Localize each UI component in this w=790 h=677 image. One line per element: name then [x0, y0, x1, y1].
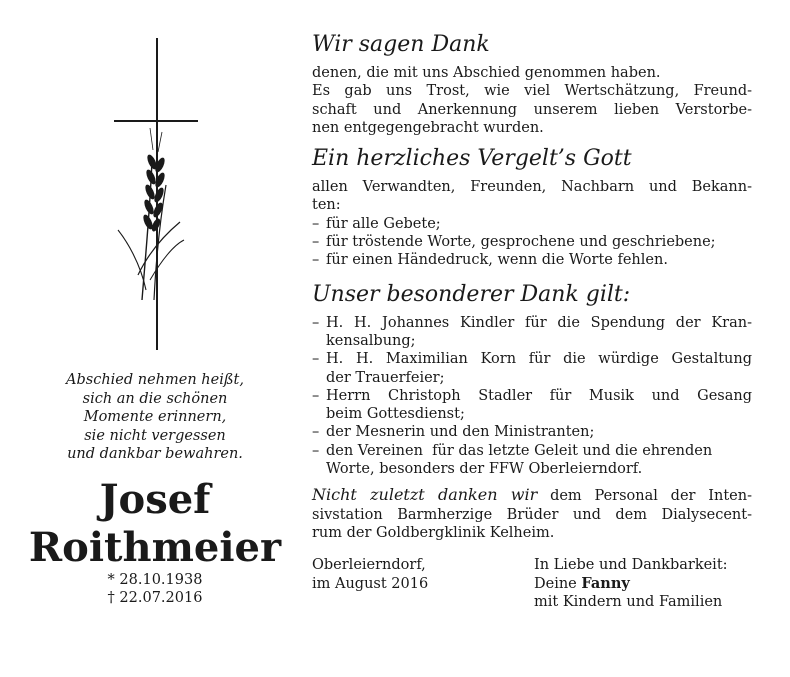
signature-block	[312, 556, 752, 611]
paragraph-line: denen, die mit uns Abschied genommen haben.	[312, 65, 661, 81]
family: mit Kindern und Familien	[534, 593, 723, 610]
signer: Deine Fanny	[534, 574, 630, 592]
date: im August 2016	[312, 575, 429, 592]
paragraph-line: nen entgegengebracht wurden.	[312, 119, 544, 136]
cross-with-wheat-icon	[0, 0, 310, 360]
motto-line: Abschied nehmen heißt,	[66, 372, 244, 388]
dash-marker: –	[312, 314, 320, 331]
place-and-date	[312, 556, 428, 611]
deceased-name	[20, 476, 290, 572]
left-column	[0, 0, 310, 677]
farewell-motto	[20, 371, 290, 464]
dash-marker: –	[312, 215, 320, 232]
birth-date: * 28.10.1938	[107, 572, 203, 588]
signed-by	[534, 556, 752, 611]
paragraph-line: schaft und Anerkennung unserem lieben Verstorbe-	[312, 101, 752, 118]
intro-line: ten:	[312, 197, 341, 214]
list-item: – für einen Händedruck, wenn die Worte fehlen.	[312, 252, 668, 269]
paragraph-line: Es gab uns Trost, wie viel Wertschätzung, Freund-	[312, 83, 752, 100]
dash-marker: –	[312, 351, 320, 368]
greeting: In Liebe und Dankbarkeit:	[534, 557, 728, 574]
list-item: – der Mesnerin und den Ministranten;	[312, 424, 595, 441]
heading-special-thanks: Unser besonderer Dank gilt:	[312, 281, 631, 307]
list-item: – den Vereinen für das letzte Geleit und die ehrenden Worte, besonders der FFW Oberleierndorf.	[312, 442, 713, 478]
life-dates	[20, 571, 290, 607]
dash-marker: –	[312, 442, 320, 459]
motto-line: sich an die schönen	[82, 390, 228, 407]
paragraph-line: Nicht zuletzt danken wir dem Personal der Inten-	[312, 485, 752, 505]
thank-you-text	[312, 32, 752, 611]
first-name: Josef	[99, 476, 211, 523]
list-item: – H. H. Maximilian Korn für die würdige Gestaltung der Trauerfeier;	[312, 351, 752, 386]
paragraph-line: rum der Goldbergklinik Kelheim.	[312, 524, 555, 541]
motto-line: Momente erinnern,	[83, 409, 227, 425]
motto-line: und dankbar bewahren.	[67, 446, 243, 462]
dash-marker: –	[312, 387, 320, 404]
heading-vergelts-gott: Ein herzliches Vergelt’s Gott	[312, 146, 632, 172]
closing-emphasis: Nicht zuletzt danken wir	[312, 485, 538, 505]
list-item: – Herrn Christoph Stadler für Musik und Gesang beim Gottesdienst;	[312, 387, 752, 423]
dash-marker: –	[312, 252, 320, 269]
place: Oberleierndorf,	[312, 557, 426, 574]
paragraph-line: sivstation Barmherzige Brüder und dem Dialysecent-	[312, 506, 752, 523]
signer-name: Fanny	[581, 574, 630, 592]
thanks-paragraph	[312, 64, 752, 137]
list-item: – für alle Gebete;	[312, 215, 441, 232]
intro-line: allen Verwandten, Freunden, Nachbarn und Bekann-	[312, 179, 752, 196]
list-item: – H. H. Johannes Kindler für die Spendung der Kran- kensalbung;	[312, 314, 752, 349]
dash-marker: –	[312, 424, 320, 441]
dash-marker: –	[312, 234, 320, 251]
death-date: † 22.07.2016	[107, 590, 203, 606]
special-thanks-list	[312, 314, 752, 479]
closing-paragraph	[312, 486, 752, 542]
gratitude-list	[312, 215, 752, 270]
motto-line: sie nicht vergessen	[84, 427, 226, 444]
heading-thanks: Wir sagen Dank	[312, 32, 490, 57]
list-item: – für tröstende Worte, gesprochene und geschriebene;	[312, 234, 716, 251]
last-name: Roithmeier	[28, 524, 282, 571]
